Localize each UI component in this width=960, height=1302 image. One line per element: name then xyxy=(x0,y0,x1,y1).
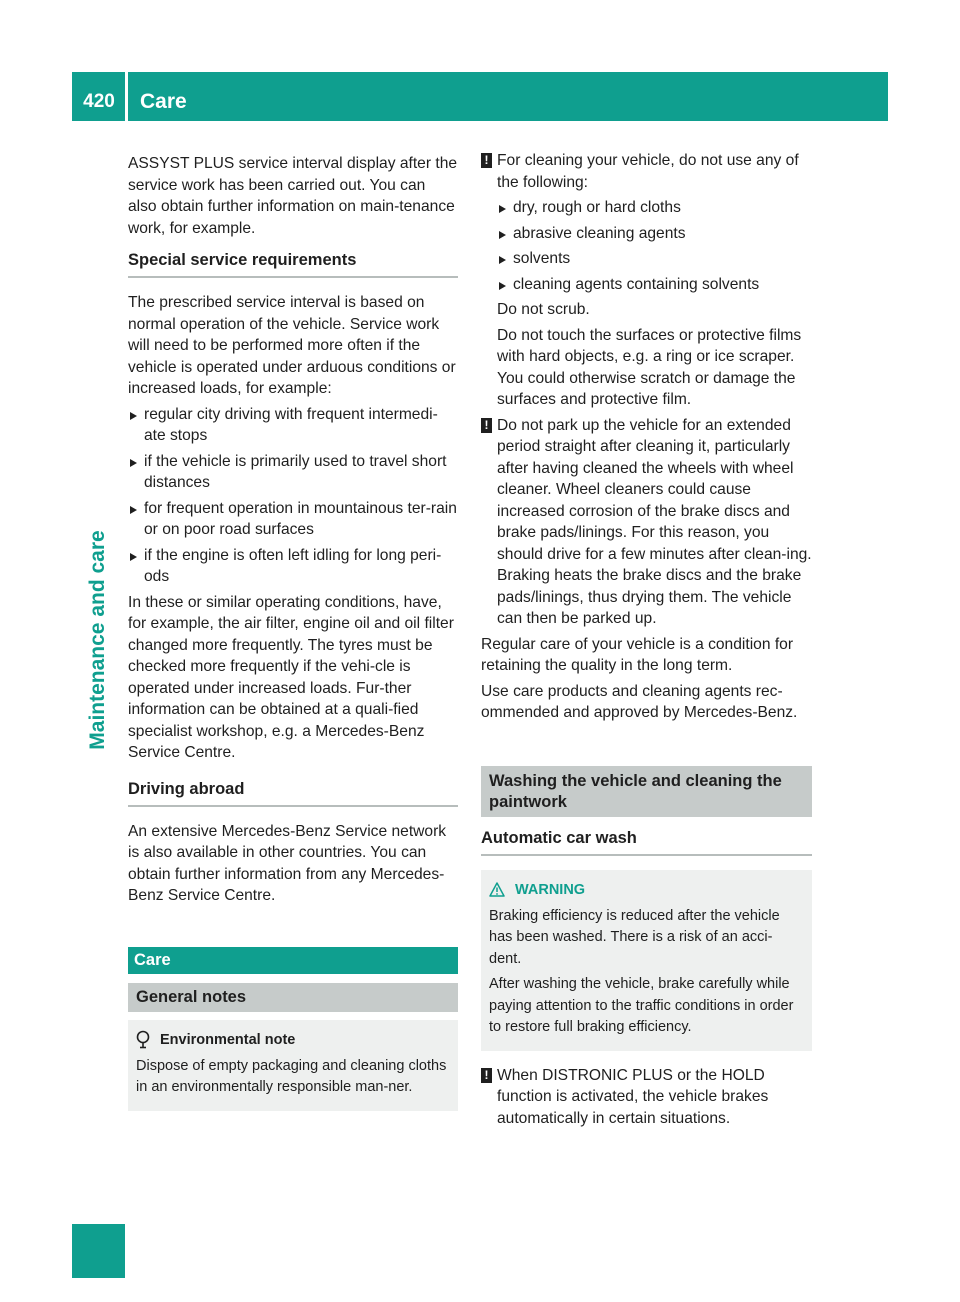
operating-conditions-paragraph: In these or similar operating conditions, have, for example, the air filter, engine oil and oil filter changed more frequently. The tyres must be checked more frequently if the vehi-cle is operated under increased loads. Fur-ther information can be obtained at a quali-fied specialist workshop, e.g. a Mercedes-Benz Service Centre. xyxy=(128,593,454,761)
special-service-list xyxy=(128,404,458,588)
header-divider xyxy=(125,72,128,121)
header-bar xyxy=(72,72,888,121)
washing-section-bar: Washing the vehicle and cleaning the paintwork xyxy=(481,766,812,817)
special-service-paragraph: The prescribed service interval is based on normal operation of the vehicle. Service work will need to be performed more often if the vehicle is operated under arduous conditions or increased loads, for example: xyxy=(128,294,456,397)
list-item: if the vehicle is primarily used to travel short distances xyxy=(128,451,458,494)
distronic-notice-text: When DISTRONIC PLUS or the HOLD function is activated, the vehicle brakes automatically in certain situations. xyxy=(497,1066,769,1127)
warning-triangle-icon xyxy=(489,882,505,897)
environmental-note-text: Dispose of empty packaging and cleaning cloths in an environmentally responsible man-ner. xyxy=(136,1057,447,1095)
cleaning-notice-scrub: Do not scrub. xyxy=(497,301,590,318)
list-item: abrasive cleaning agents xyxy=(497,223,812,245)
parking-notice-text: Do not park up the vehicle for an extended period straight after cleaning it, particularly after having cleaned the wheels with wheel cleaner. Wheel cleaners could cause increased corrosion of the brake discs and brake pads/linings. For this reason, you should drive for a few minutes after clean-ing. Braking heats the brake discs and the brake pads/linings, thus drying them. The vehicle can then be parked up. xyxy=(497,416,812,627)
general-notes-bar: General notes xyxy=(128,983,458,1012)
list-item: for frequent operation in mountainous ter-rain or on poor road surfaces xyxy=(128,498,458,541)
side-section-label: Maintenance and care xyxy=(86,530,109,750)
list-item: dry, rough or hard cloths xyxy=(497,197,812,219)
environmental-note-box xyxy=(128,1020,458,1111)
cleaning-notice xyxy=(481,150,812,411)
notice-icon: ! xyxy=(481,1068,492,1083)
list-item: solvents xyxy=(497,248,812,270)
warning-text-2: After washing the vehicle, brake carefully while paying attention to the traffic conditions in order to restore full braking efficiency. xyxy=(489,976,794,1035)
special-service-heading: Special service requirements xyxy=(128,239,458,278)
warning-text-1: Braking efficiency is reduced after the vehicle has been washed. There is a risk of an acci-dent. xyxy=(489,907,780,967)
care-section-bar: Care xyxy=(128,947,458,974)
notice-icon: ! xyxy=(481,418,492,433)
list-item: regular city driving with frequent intermedi-ate stops xyxy=(128,404,458,447)
cleaning-notice-list xyxy=(497,197,812,295)
page-number: 420 xyxy=(83,91,115,112)
driving-abroad-paragraph: An extensive Mercedes-Benz Service network is also available in other countries. You can obtain further information from any Mercedes-Benz Service Centre. xyxy=(128,822,447,904)
left-column xyxy=(128,150,458,1111)
parking-notice xyxy=(481,415,812,630)
environmental-note-title: Environmental note xyxy=(160,1031,296,1048)
side-tab-marker xyxy=(72,1224,125,1278)
cleaning-notice-surfaces: Do not touch the surfaces or protective films with hard objects, e.g. a ring or ice scraper. You could otherwise scratch or damage the surfaces and protective film. xyxy=(497,326,802,408)
warning-title: WARNING xyxy=(515,881,586,898)
cleaning-notice-lead: For cleaning your vehicle, do not use any of the following: xyxy=(497,152,799,191)
automatic-car-wash-heading: Automatic car wash xyxy=(481,817,812,856)
right-column xyxy=(481,150,812,1133)
regular-care-paragraph: Regular care of your vehicle is a condition for retaining the quality in the long term. xyxy=(481,635,794,674)
intro-paragraph: ASSYST PLUS service interval display after the service work has been carried out. You can also obtain further information on main-tenance work, for example. xyxy=(128,155,458,237)
distronic-notice xyxy=(481,1065,812,1130)
warning-box xyxy=(481,870,812,1051)
list-item: if the engine is often left idling for long peri-ods xyxy=(128,545,458,588)
header-title: Care xyxy=(140,90,187,113)
lightbulb-icon xyxy=(136,1030,150,1050)
care-products-paragraph: Use care products and cleaning agents rec-ommended and approved by Mercedes-Benz. xyxy=(481,682,798,721)
environmental-note-title-row xyxy=(136,1030,450,1050)
warning-title-row xyxy=(489,880,804,900)
list-item: cleaning agents containing solvents xyxy=(497,274,812,296)
driving-abroad-heading: Driving abroad xyxy=(128,768,458,807)
notice-icon: ! xyxy=(481,153,492,168)
